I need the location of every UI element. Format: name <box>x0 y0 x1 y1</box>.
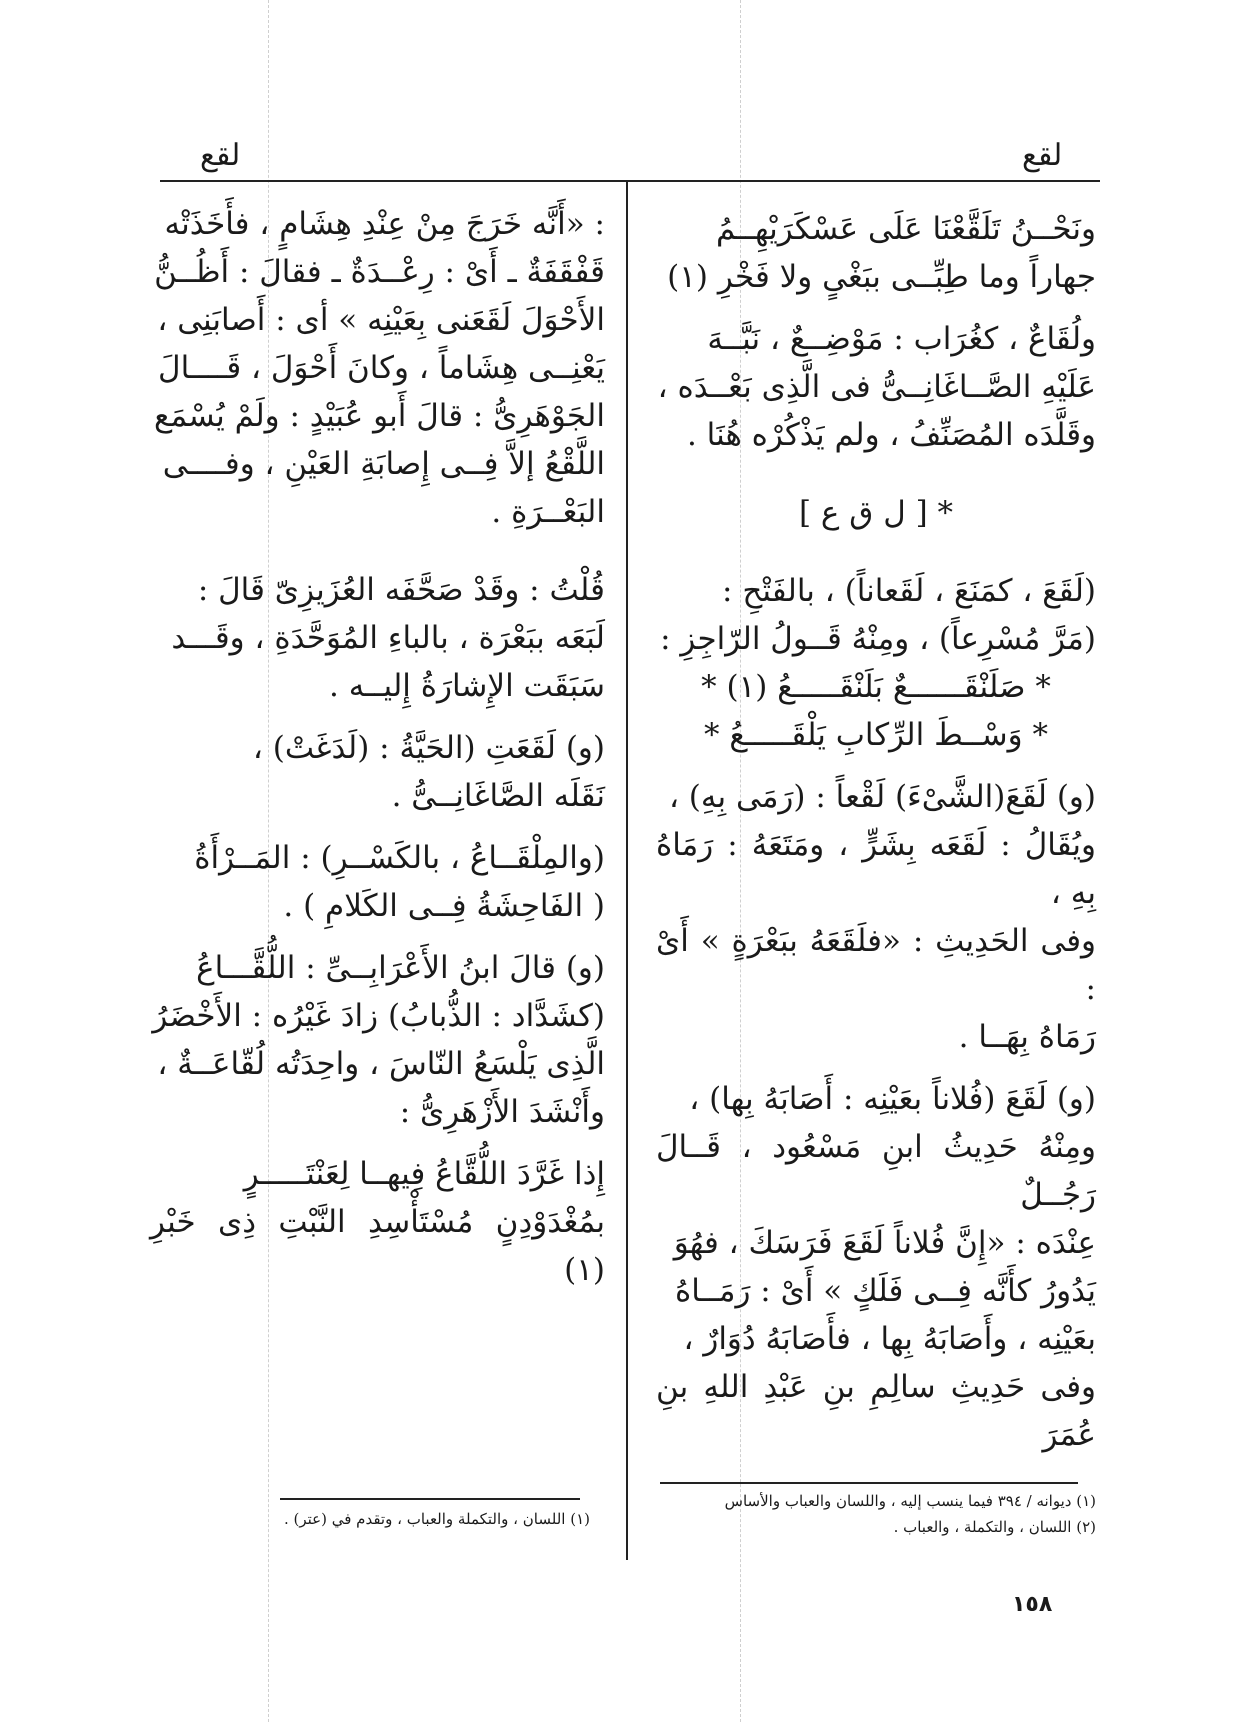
footnote-rule <box>280 1498 580 1500</box>
text-line: يَدُورُ كأَنَّه فِــى فَلَكٍ » أَىْ : رَمَــاهُ <box>674 1273 1096 1309</box>
text-line: بعَيْنِه ، وأَصَابَهُ بِها ، فأَصَابَهُ دُوَارٌ ، <box>683 1321 1096 1357</box>
text-line: قَفْقَفَةٌ ـ أَىْ : رِعْــدَةٌ ـ فقالَ : أَظُــنُّ <box>154 254 605 290</box>
verse-line: ونَحْــنُ تَلَقَّعْنَا عَلَى عَسْكَرَيْهِــمُ <box>716 211 1096 247</box>
text-line: الجَوْهَرِىُّ : قالَ أَبو عُبَيْدٍ : ولَمْ يُسْمَع <box>154 398 605 434</box>
verse-line: جهاراً وما طِبِّــى ببَغْىٍ ولا فَخْرِ (١) <box>667 259 1096 295</box>
text-line: ويُقَالُ : لَقَعَه بِشَرٍّ ، ومَتَعَهُ : رَمَاهُ بِهِ ، <box>656 827 1096 911</box>
verse-line: * وَسْــطَ الرِّكابِ يَلْقَـــــعُ * <box>704 717 1048 753</box>
verse-line: بمُغْدَوْدِنٍ مُسْتَأْسِدِ النَّبْتِ ذِى خَبْرِ (١) <box>150 1204 605 1288</box>
text-line: (كشَدَّاد : الذُّبابُ) زادَ غَيْرُه : الأَخْضَرُ <box>152 998 605 1034</box>
text-line: (لَقَعَ ، كمَنَعَ ، لَقَعاناً) ، بالفَتْحِ : <box>722 573 1096 609</box>
running-head-right: لقع <box>1022 138 1063 173</box>
footnote: (٢) اللسان ، والتكملة ، والعباب . <box>893 1518 1096 1536</box>
text-line: ولُقَاعٌ ، كغُرَاب : مَوْضِــعٌ ، نَبَّــهَ <box>707 321 1096 357</box>
text-line: : «أَنَّه خَرَجَ مِنْ عِنْدِ هِشَامٍ ، فأَخَذَتْه <box>164 206 605 242</box>
header-rule <box>160 180 1100 182</box>
footnote: (١) ديوانه / ٣٩٤ فيما ينسب إليه ، واللسان والعباب والأساس <box>724 1492 1096 1510</box>
text-line: وقَلَّدَه المُصَنِّفُ ، ولم يَذْكُرْه هُنَا . <box>686 417 1096 453</box>
entry-heading: * [ ل ق ع ] <box>798 495 954 531</box>
text-line: البَعْــرَةِ . <box>491 494 605 530</box>
text-line: يَعْنِــى هِشَاماً ، وكانَ أَحْوَلَ ، قَــــالَ <box>158 350 605 386</box>
text-line: (و) لَقَعَ (فُلاناً بعَيْنِه : أَصَابَهُ بِها) ، <box>689 1081 1096 1117</box>
text-line: قُلْتُ : وقَدْ صَحَّفَه العُزَيزِىّ قَالَ : <box>197 572 605 608</box>
text-line: لَبَعَه ببَعْرَة ، بالباءِ المُوَحَّدَةِ ، وقَـــد <box>171 620 605 656</box>
footnotes-right <box>656 1488 1096 1540</box>
text-line: وأَنْشَدَ الأَزْهَرِىُّ : <box>399 1094 605 1130</box>
text-line: وفى حَدِيثِ سالِمِ بنِ عَبْدِ اللهِ بنِ عُمَرَ <box>656 1369 1096 1453</box>
text-line: سَبَقَت الإِشارَةُ إِليــه . <box>329 668 605 704</box>
footnote-rule <box>660 1482 1078 1484</box>
text-line: ( الفَاحِشَةُ فِــى الكَلامِ ) . <box>283 888 605 924</box>
text-line: وفى الحَدِيثِ : «فلَقَعَهُ ببَعْرَةٍ » أَىْ : <box>656 923 1096 1007</box>
footnote: (١) اللسان ، والتكملة والعباب ، وتقدم في (عتر) . <box>283 1510 590 1528</box>
text-line: (و) لَقَعَتِ (الحَيَّةُ : (لَدَغَتْ) ، <box>252 730 605 766</box>
page-number: ١٥٨ <box>1012 1592 1053 1617</box>
text-line: (مَرَّ مُسْرِعاً) ، ومِنْهُ قَــولُ الرّاجِزِ : <box>660 621 1096 657</box>
text-line: رَمَاهُ بِهَــا . <box>958 1019 1096 1055</box>
text-line: الَّذِى يَلْسَعُ النّاسَ ، واحِدَتُه لُقّاعَــةٌ ، <box>157 1046 605 1082</box>
footnotes-left <box>170 1506 590 1532</box>
text-line: الأَحْوَلَ لَقَعَنى بِعَيْنِه » أى : أَصابَنِى ، <box>157 302 605 338</box>
left-column <box>150 200 605 1294</box>
text-line: عِنْدَه : «إِنَّ فُلاناً لَقَعَ فَرَسَكَ ، فهُوَ <box>673 1225 1096 1261</box>
column-divider <box>626 180 628 1560</box>
running-head-left: لقع <box>200 138 241 173</box>
text-line: عَلَيْهِ الصَّــاغَانِــىُّ فى الَّذِى بَعْــدَه ، <box>657 369 1096 405</box>
text-line: اللَّقْعُ إلاَّ فِــى إِصابَةِ العَيْنِ ، وفــــى <box>162 446 605 482</box>
right-column <box>656 205 1096 1459</box>
text-line: ومِنْهُ حَدِيثُ ابنِ مَسْعُود ، قَــالَ رَجُــلٌ <box>656 1129 1096 1213</box>
text-line: (و) قالَ ابنُ الأَعْرَابِــىِّ : اللُّقَّـــاعُ <box>196 950 605 986</box>
text-line: (و) لَقَعَ(الشَّىْءَ) لَقْعاً : (رَمَى بِهِ) ، <box>668 779 1096 815</box>
text-line: نَقَلَه الصَّاغَانِــىُّ . <box>391 778 605 814</box>
verse-line: إِذا غَرَّدَ اللُّقَّاعُ فِيهــا لِعَنْتَـــــرٍ <box>243 1156 605 1192</box>
text-line: (والمِلْقَــاعُ ، بالكَسْــرِ) : المَــرْأَةُ <box>194 840 605 876</box>
verse-line: * صَلَنْقَــــــعٌ بَلَنْقَـــــعُ (١) * <box>701 669 1051 705</box>
